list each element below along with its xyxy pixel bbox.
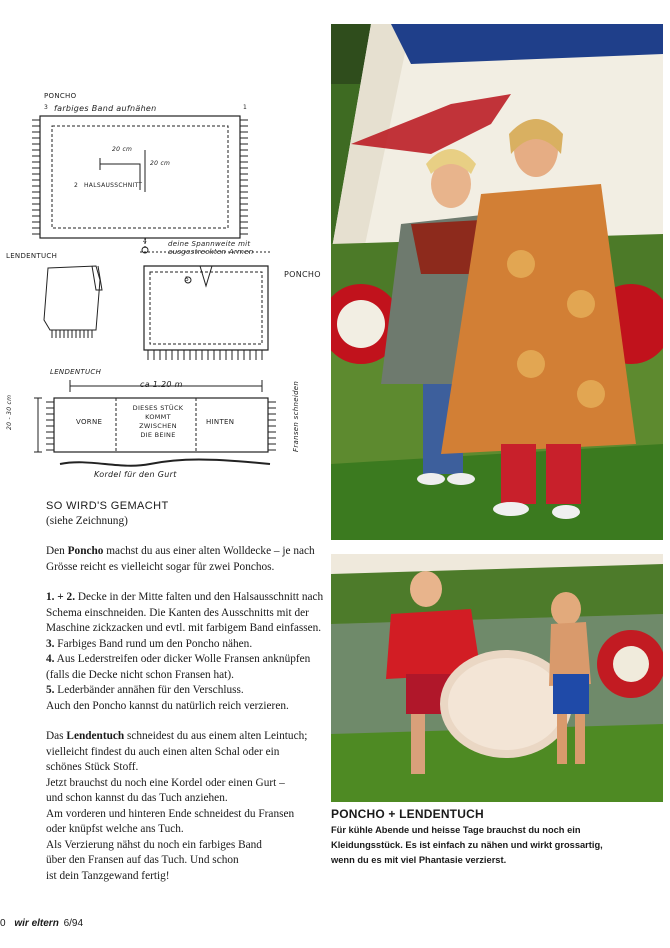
diagram-middle-line-3: ZWISCHEN: [139, 422, 177, 430]
p1-line-1: machst du aus einer alten Wolldecke – je nach: [103, 545, 315, 557]
diagram-label-hinten: HINTEN: [206, 418, 235, 426]
p2-line-6: Am vorderen und hinteren Ende schneidest du Fransen: [46, 807, 295, 820]
step-4-line-2: (falls die Decke nicht schon Fransen hat).: [46, 668, 234, 681]
caption-line-2: Kleidungsstück. Es ist einfach zu nähen und wirkt grossartig,: [331, 840, 603, 850]
diagram-label-vorne: VORNE: [76, 418, 103, 426]
diagram-label-kordel: Kordel für den Gurt: [94, 470, 177, 479]
diagram-num-5: 5: [185, 276, 190, 283]
caption-title: PONCHO + LENDENTUCH: [331, 807, 484, 821]
photo-lendentuch-illustration: [331, 554, 663, 802]
poncho-folded-drawing: [140, 252, 270, 360]
p1-pre: Den: [46, 545, 68, 557]
diagram-dim-length: ca 1.20 m: [140, 380, 183, 389]
p2-line-5: und schon kannst du das Tuch anziehen.: [46, 792, 228, 804]
diagram-num-2: 2: [74, 182, 79, 189]
diagram-label-lendentuch-2: LENDENTUCH: [50, 368, 102, 376]
diagram-dim-height: 20 - 30 cm: [6, 394, 13, 430]
p1-bold: Poncho: [67, 545, 104, 557]
step-3-text: Farbiges Band rund um den Poncho nähen.: [54, 637, 253, 650]
diagram-middle-line-2: KOMMT: [145, 413, 171, 421]
diagram-label-lendentuch-1: LENDENTUCH: [6, 252, 58, 260]
p2-line-7: oder knüpfst welche ans Tuch.: [46, 823, 184, 835]
p2-line-3: schönes Stück Stoff.: [46, 761, 139, 773]
p1-line-2: Grösse reicht es vielleicht sogar für zwei Ponchos.: [46, 560, 275, 573]
instructions-body: [46, 544, 326, 884]
step-3: [46, 637, 326, 653]
step-1-2-line-3: Maschine zickzacken und evtl. mit farbigem Band einfassen.: [46, 622, 322, 634]
issue-number: 6/94: [63, 918, 84, 929]
diagram-label-span: deine Spannweite mit ausgestreckten Armen: [168, 240, 254, 256]
diagram-middle-line-1: DIESES STÜCK: [132, 404, 184, 412]
p2-line-2: vielleicht findest du auch einen alten Schal oder ein: [46, 745, 280, 758]
p2-bold: Lendentuch: [66, 730, 125, 742]
p2-pre: Das: [46, 730, 67, 742]
diagram-num-3: 3: [44, 104, 49, 111]
step-1-2-line-2: Schema einschneiden. Die Kanten des Ausschnitts mit der: [46, 606, 309, 619]
caption-text: [331, 823, 661, 868]
footer: [0, 918, 83, 929]
instructions-heading: SO WIRD'S GEMACHT: [46, 500, 169, 512]
caption-line-3: wenn du es mit viel Phantasie verzierst.: [331, 855, 507, 865]
photo-lendentuch-children: [331, 554, 663, 802]
diagram-dim-20-vertical: 20 cm: [150, 160, 171, 167]
diagram-middle-line-4: DIE BEINE: [140, 431, 176, 439]
diagram-dim-20: 20 cm: [112, 146, 133, 153]
diagram-label-neck: HALSAUSSCHNITT: [84, 182, 143, 189]
step-4-line-1: Aus Lederstreifen oder dicker Wolle Fransen anknüpfen: [54, 653, 311, 665]
step-1-2: [46, 590, 326, 637]
step-5-text: Lederbänder annähen für den Verschluss.: [54, 684, 244, 696]
step-1-2-line-1: Decke in der Mitte falten und den Halsausschnitt nach: [75, 591, 324, 603]
p2-line-1: schneidest du aus einem alten Leintuch;: [124, 730, 308, 742]
diagram-label-middle: [124, 404, 192, 440]
p2-line-4: Jetzt brauchst du noch eine Kordel oder einen Gurt –: [46, 776, 285, 789]
photo-poncho-illustration: [331, 24, 663, 540]
lendentuch-figure: [44, 266, 102, 338]
p2-line-8: Als Verzierung nähst du noch ein farbiges Band: [46, 838, 262, 851]
magazine-name: wir eltern: [14, 918, 59, 929]
diagram-label-poncho-2: PONCHO: [284, 270, 321, 279]
diagram-num-1: 1: [243, 104, 248, 111]
step-5: [46, 683, 326, 714]
diagram-label-band: farbiges Band aufnähen: [54, 104, 157, 113]
paragraph-lendentuch: [46, 729, 326, 884]
step-4-number: 4.: [46, 653, 55, 665]
diagram-label-poncho: PONCHO: [44, 92, 77, 100]
p2-line-9: über den Fransen auf das Tuch. Und schon: [46, 854, 239, 866]
step-5-number: 5.: [46, 684, 55, 696]
instructions-subheading: (siehe Zeichnung): [46, 515, 128, 527]
diagram-num-4: 4: [143, 238, 148, 245]
step-4: [46, 652, 326, 683]
step-3-number: 3.: [46, 637, 55, 650]
paragraph-poncho: [46, 544, 326, 575]
p2-line-10: ist dein Tanzgewand fertig!: [46, 869, 170, 882]
diagram-label-fransen: Fransen schneiden: [292, 380, 300, 452]
page-number: 0: [0, 918, 6, 929]
photo-poncho-children: [331, 24, 663, 540]
caption-line-1: Für kühle Abende und heisse Tage brauchst du noch ein: [331, 825, 581, 835]
step-5-line-2: Auch den Poncho kannst du natürlich reich verzieren.: [46, 699, 289, 712]
step-1-2-number: 1. + 2.: [46, 591, 76, 603]
